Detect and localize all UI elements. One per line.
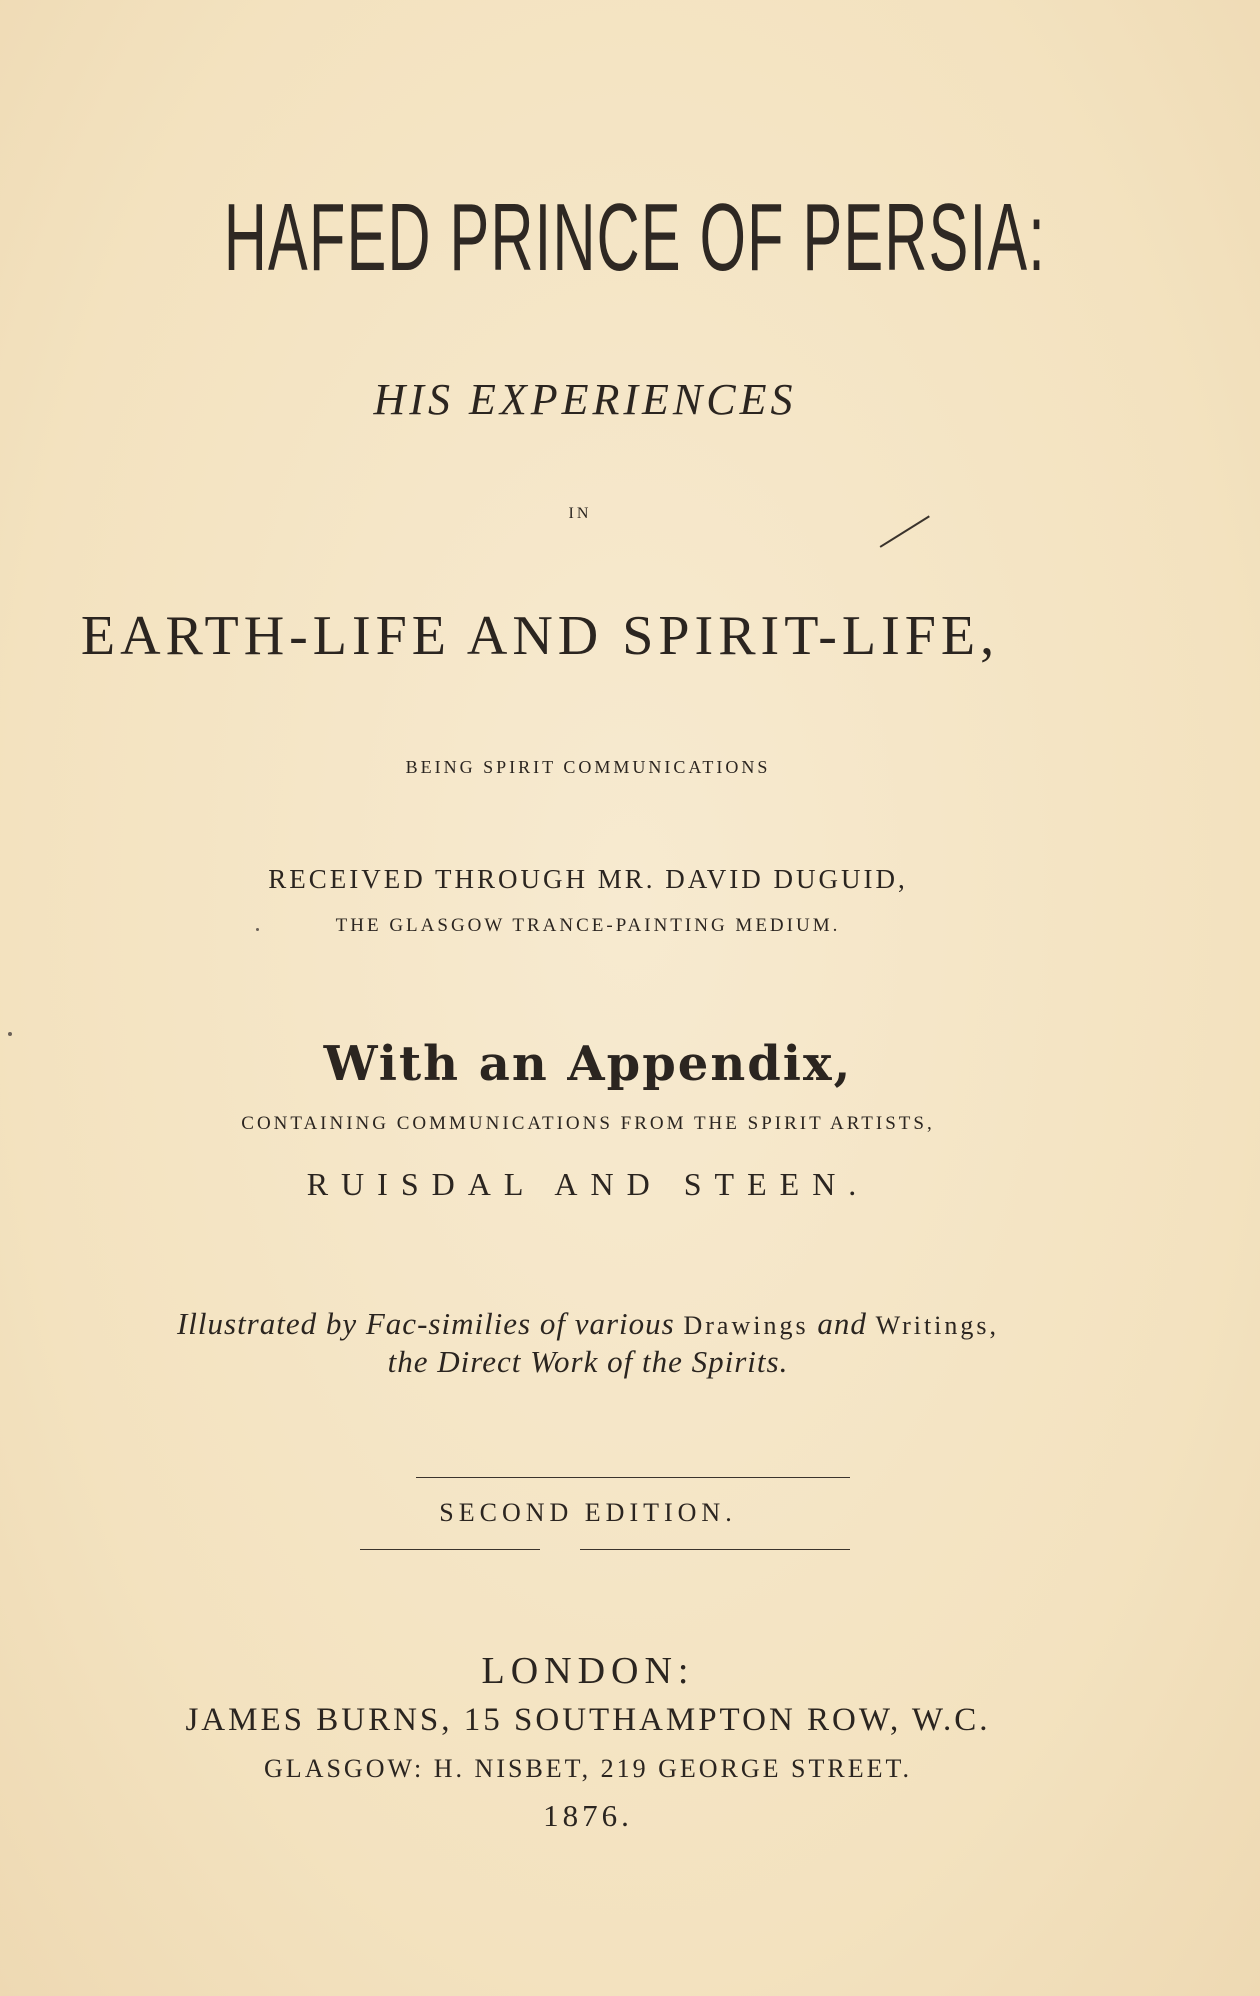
medium-line: THE GLASGOW TRANCE-PAINTING MEDIUM. bbox=[335, 915, 841, 936]
edition-rule-top bbox=[416, 1477, 850, 1478]
connector-in: IN bbox=[568, 505, 592, 522]
illustrated-part4: Writings, bbox=[875, 1311, 1000, 1340]
edition-rule-bottom-left bbox=[360, 1549, 540, 1550]
illustrated-part2: Drawings bbox=[683, 1311, 809, 1340]
appendix-heading: With an Appendix, bbox=[323, 1036, 853, 1092]
imprint-publisher: JAMES BURNS, 15 SOUTHAMPTON ROW, W.C. bbox=[185, 1702, 991, 1738]
edition-rule-bottom-right bbox=[580, 1549, 850, 1550]
margin-speck-2 bbox=[256, 928, 259, 931]
earth-life-heading: EARTH-LIFE AND SPIRIT-LIFE, bbox=[80, 605, 1000, 667]
subtitle: HIS EXPERIENCES bbox=[373, 375, 797, 424]
received-line: RECEIVED THROUGH MR. DAVID DUGUID, bbox=[268, 864, 908, 894]
illustrated-line bbox=[0, 1308, 1218, 1339]
containing-line: CONTAINING COMMUNICATIONS FROM THE SPIRIT ARTISTS, bbox=[241, 1113, 935, 1134]
book-title: HAFED PRINCE OF PERSIA: bbox=[223, 184, 1047, 291]
imprint-city: LONDON: bbox=[481, 1650, 695, 1692]
illustrated-part3: and bbox=[817, 1306, 867, 1341]
edition-line: SECOND EDITION. bbox=[439, 1498, 737, 1527]
illustrated-part1: Illustrated by Fac-similies of various bbox=[176, 1306, 675, 1341]
artists-line: RUISDAL AND STEEN. bbox=[306, 1166, 870, 1202]
being-line: BEING SPIRIT COMMUNICATIONS bbox=[405, 757, 771, 777]
direct-work-line: the Direct Work of the Spirits. bbox=[387, 1344, 789, 1379]
imprint-year: 1876. bbox=[543, 1798, 633, 1833]
margin-speck bbox=[8, 1032, 12, 1036]
imprint-glasgow: GLASGOW: H. NISBET, 219 GEORGE STREET. bbox=[264, 1754, 912, 1783]
